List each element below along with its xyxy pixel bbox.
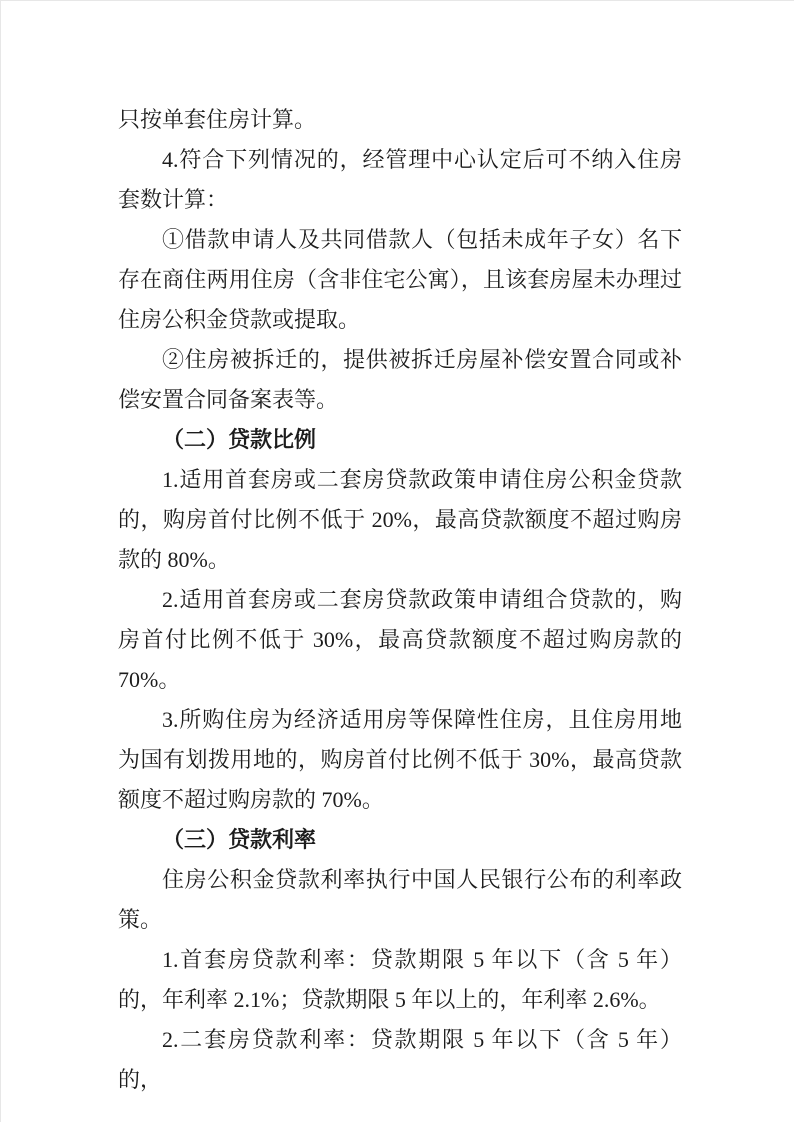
document-body xyxy=(118,100,682,1100)
paragraph: 2.适用首套房或二套房贷款政策申请组合贷款的，购房首付比例不低于 30%，最高贷款额度不超过购房款的 70%。 xyxy=(118,587,682,692)
paragraph: 只按单套住房计算。 xyxy=(118,107,317,132)
paragraph: ②住房被拆迁的，提供被拆迁房屋补偿安置合同或补偿安置合同备案表等。 xyxy=(118,347,682,412)
section-heading: （三）贷款利率 xyxy=(162,827,317,852)
paragraph: 2.二套房贷款利率：贷款期限 5 年以下（含 5 年）的， xyxy=(118,1027,682,1092)
paragraph: ①借款申请人及共同借款人（包括未成年子女）名下存在商住两用住房（含非住宅公寓），且该套房屋未办理过住房公积金贷款或提取。 xyxy=(118,227,682,332)
paragraph: 1.适用首套房或二套房贷款政策申请住房公积金贷款的，购房首付比例不低于 20%，最高贷款额度不超过购房款的 80%。 xyxy=(118,467,682,572)
paragraph: 住房公积金贷款利率执行中国人民银行公布的利率政策。 xyxy=(118,867,682,932)
paragraph: 3.所购住房为经济适用房等保障性住房，且住房用地为国有划拨用地的，购房首付比例不低于 30%，最高贷款额度不超过购房款的 70%。 xyxy=(118,707,682,812)
section-heading: （二）贷款比例 xyxy=(162,427,317,452)
paragraph: 4.符合下列情况的，经管理中心认定后可不纳入住房套数计算： xyxy=(118,147,682,212)
paragraph: 1.首套房贷款利率：贷款期限 5 年以下（含 5 年）的，年利率 2.1%；贷款期限 5 年以上的，年利率 2.6%。 xyxy=(118,947,682,1012)
